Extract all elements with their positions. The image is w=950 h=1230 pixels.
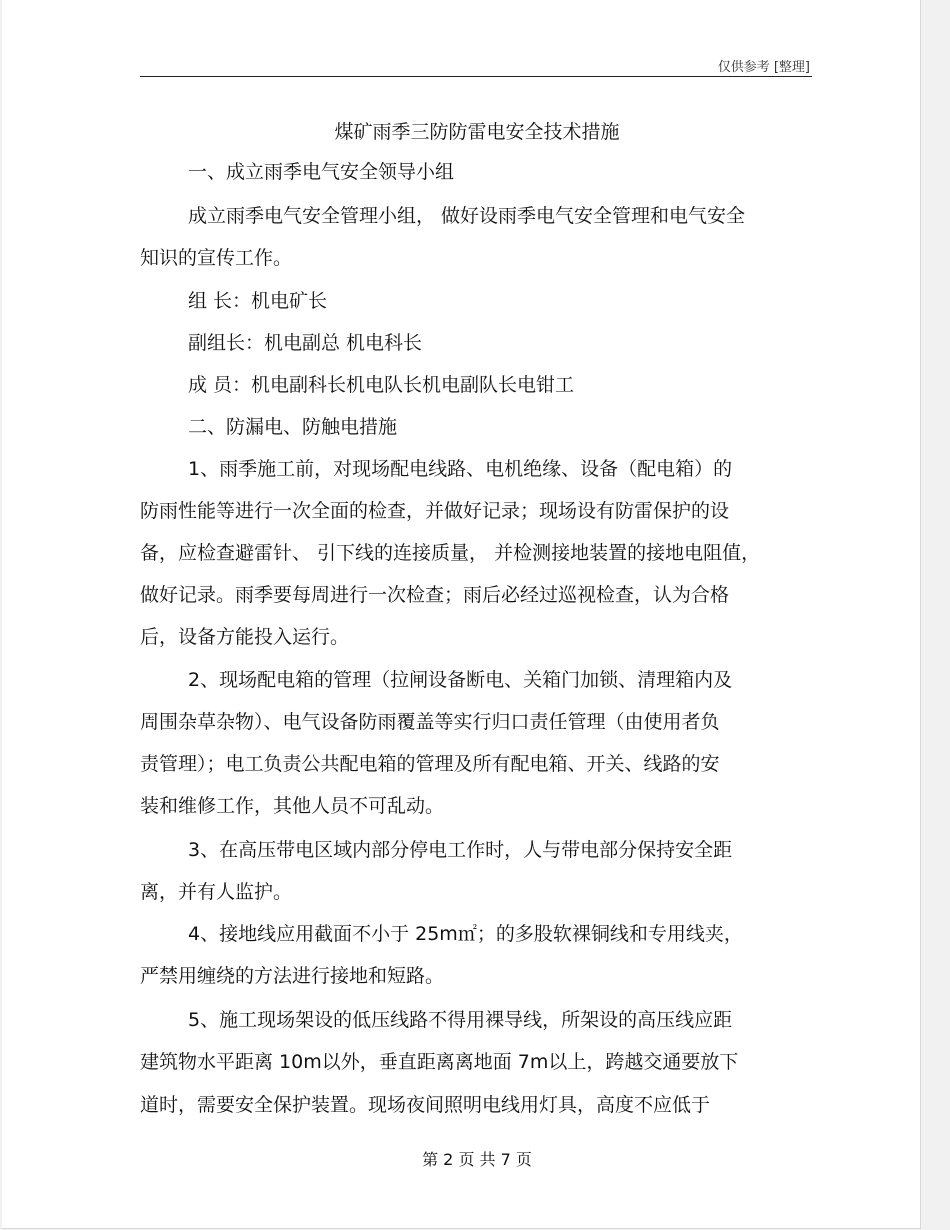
paragraph-line: 1、雨季施工前，对现场配电线路、电机绝缘、设备（配电箱）的 bbox=[188, 458, 733, 480]
document-page bbox=[2, 0, 921, 1229]
paragraph-line: 道时，需要安全保护装置。现场夜间照明电线用灯具，高度不应低于 bbox=[140, 1094, 711, 1116]
header-rule bbox=[140, 76, 812, 77]
member-deputy: 副组长：机电副总 机电科长 bbox=[188, 332, 423, 354]
paragraph-line: 3、在高压带电区域内部分停电工作时，人与带电部分保持安全距 bbox=[188, 839, 733, 861]
document-title: 煤矿雨季三防防雷电安全技术措施 bbox=[334, 121, 620, 143]
paragraph-line: 周围杂草杂物）、电气设备防雨覆盖等实行归口责任管理（由使用者负 bbox=[140, 711, 720, 733]
paragraph-line: 2、现场配电箱的管理（拉闸设备断电、关箱门加锁、清理箱内及 bbox=[188, 669, 733, 691]
header-note: 仅供参考 [整理] bbox=[717, 60, 810, 75]
paragraph-line: 做好记录。雨季要每周进行一次检查；雨后必经过巡视检查，认为合格 bbox=[140, 584, 730, 606]
paragraph-line: 防雨性能等进行一次全面的检查，并做好记录；现场设有防雷保护的设 bbox=[140, 500, 730, 522]
paragraph-line: 成立雨季电气安全管理小组， 做好设雨季电气安全管理和电气安全 bbox=[188, 205, 746, 227]
section-heading-2: 二、防漏电、防触电措施 bbox=[188, 416, 398, 438]
paragraph-line: 后，设备方能投入运行。 bbox=[140, 626, 350, 648]
page-number-footer: 第 2 页 共 7 页 bbox=[422, 1150, 532, 1169]
paragraph-line: 知识的宣传工作。 bbox=[140, 247, 293, 269]
member-staff: 成 员：机电副科长机电队长机电副队长电钳工 bbox=[188, 374, 575, 396]
section-heading-1: 一、成立雨季电气安全领导小组 bbox=[188, 161, 455, 183]
paragraph-line: 离，并有人监护。 bbox=[140, 881, 293, 903]
paragraph-line: 4、接地线应用截面不小于 25m㎡；的多股软裸铜线和专用线夹， bbox=[188, 923, 743, 945]
paragraph-line: 严禁用缠绕的方法进行接地和短路。 bbox=[140, 965, 445, 987]
paragraph-line: 备，应检查避雷针、 引下线的连接质量， 并检测接地装置的接地电阻值， bbox=[140, 542, 761, 564]
paragraph-line: 责管理）；电工负责公共配电箱的管理及所有配电箱、开关、线路的安 bbox=[140, 753, 720, 775]
paragraph-line: 建筑物水平距离 10m以外，垂直距离离地面 7m以上，跨越交通要放下 bbox=[140, 1051, 739, 1073]
paragraph-line: 装和维修工作，其他人员不可乱动。 bbox=[140, 795, 445, 817]
member-leader: 组 长：机电矿长 bbox=[188, 290, 328, 312]
paragraph-line: 5、施工现场架设的低压线路不得用裸导线，所架设的高压线应距 bbox=[188, 1009, 733, 1031]
